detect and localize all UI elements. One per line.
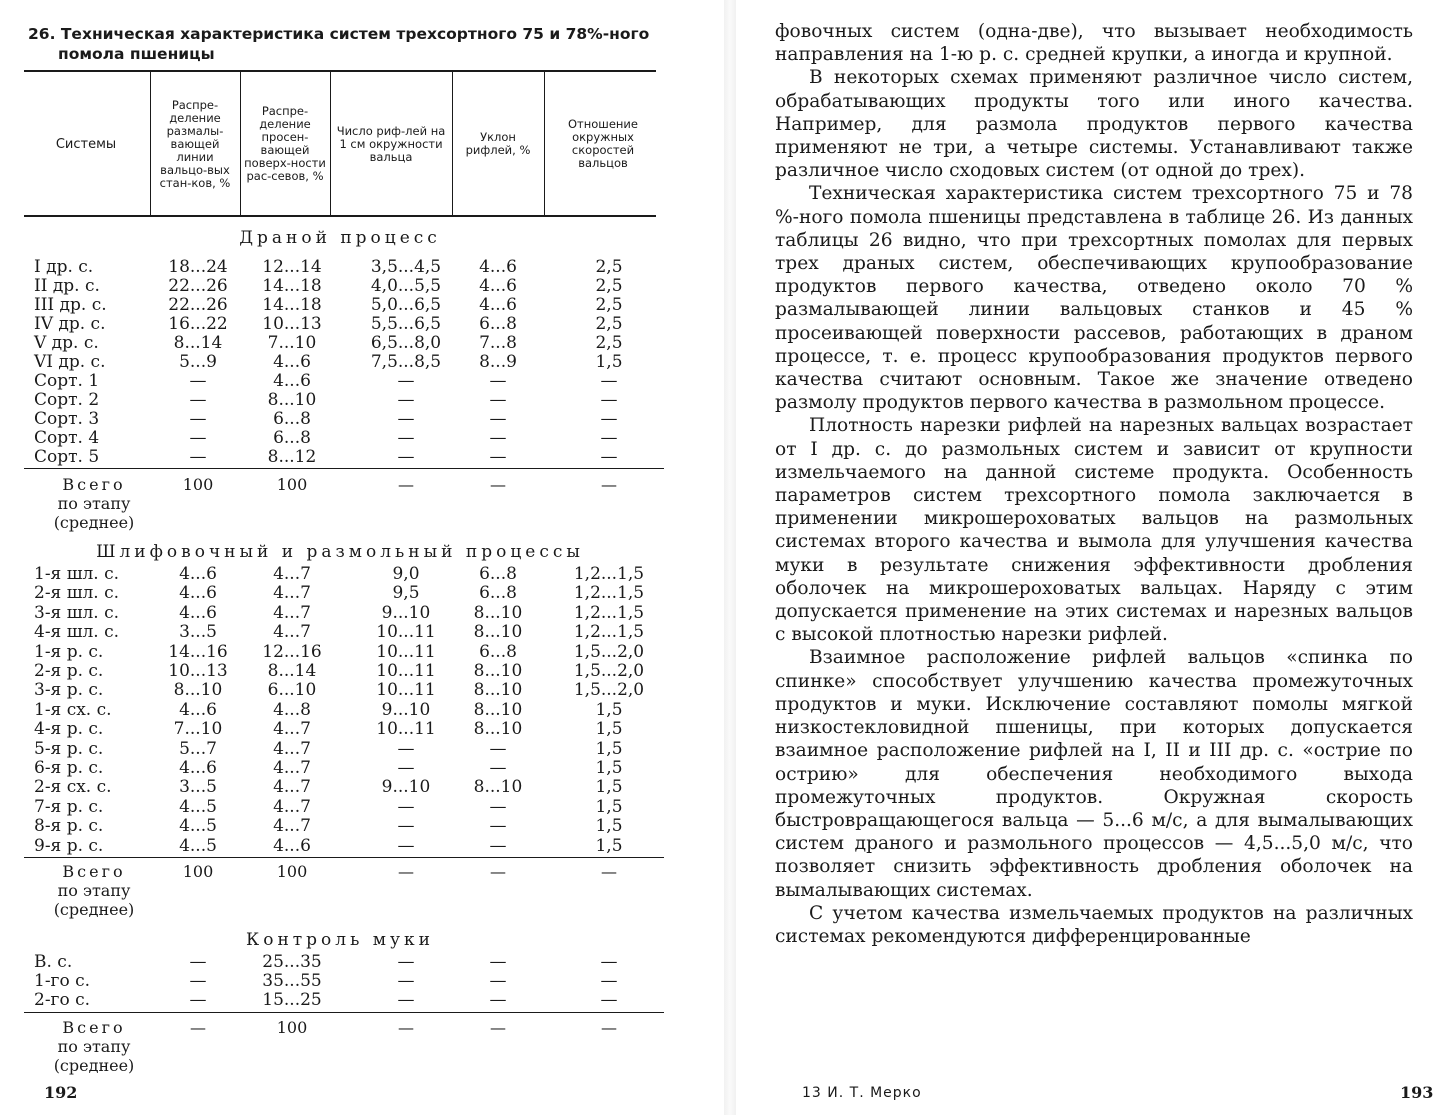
cell-value: 10...13 bbox=[168, 661, 228, 681]
row-label: 4-я шл. с. bbox=[34, 622, 120, 643]
row-label: III др. с. bbox=[34, 295, 107, 315]
header-sifting-surface: Распре-деление просен-вающей поверх-ности рас-севов, % bbox=[244, 104, 326, 183]
total-value: — bbox=[190, 1018, 206, 1037]
total-label-line: (среднее) bbox=[53, 1056, 135, 1075]
cell-value: 4...6 bbox=[179, 602, 217, 623]
table-row bbox=[24, 662, 664, 681]
table-row bbox=[24, 701, 664, 720]
cell-value: 4...7 bbox=[273, 583, 311, 604]
cell-value: 1,5...2,0 bbox=[573, 661, 645, 681]
cell-value: 1,5 bbox=[595, 738, 623, 759]
cell-value: — bbox=[489, 971, 507, 991]
cell-value: 6...8 bbox=[479, 564, 517, 584]
table-row bbox=[24, 604, 664, 623]
cell-value: 1,5 bbox=[595, 719, 623, 740]
body-paragraph: Взаимное расположение рифлей вальцов «спинка по спинке» способствует улучшению качества промежуточных продуктов и муки. Исключение составляют помолы мягкой низкостекловидной пшеницы, при которых допускается взаимное расположение рифлей на I, II и III др. с. «острие по острию» для обеспечения необходимого выхода промежуточных продуктов. Окружная скорость быстровращающегося вальца — 5...6 м/с, а для вымалывающих систем драного и размольного процессов — 4,5...5,0 м/с, что позволяет снизить эффективность дробления оболочек на вымалывающих системах. bbox=[775, 647, 1413, 901]
cell-value: 4...6 bbox=[179, 583, 217, 604]
cell-value: 8...10 bbox=[173, 680, 223, 701]
total-value: 100 bbox=[182, 862, 214, 881]
cell-value: 1,5 bbox=[595, 352, 623, 372]
cell-value: — bbox=[397, 409, 415, 429]
cell-value: 18...24 bbox=[168, 257, 228, 277]
cell-value: — bbox=[489, 816, 507, 837]
table-row bbox=[24, 953, 664, 972]
total-value: — bbox=[601, 475, 617, 494]
cell-value: 6...8 bbox=[273, 428, 311, 448]
cell-value: — bbox=[397, 738, 415, 759]
row-label: Сорт. 3 bbox=[34, 409, 100, 429]
row-label: 1-я р. с. bbox=[34, 641, 104, 662]
cell-value: 14...18 bbox=[262, 295, 322, 315]
table-header-rule bbox=[24, 215, 656, 217]
total-value: — bbox=[490, 862, 506, 881]
row-label: Сорт. 4 bbox=[34, 428, 100, 448]
cell-value: — bbox=[489, 371, 507, 391]
total-label bbox=[34, 1018, 154, 1075]
total-value: 100 bbox=[182, 475, 214, 494]
row-label: В. с. bbox=[34, 952, 73, 972]
total-label-line: (среднее) bbox=[53, 900, 135, 919]
cell-value: 1,2...1,5 bbox=[573, 583, 645, 604]
header-systems: Системы bbox=[55, 136, 117, 152]
rule-above-total2 bbox=[24, 857, 664, 858]
table-row bbox=[24, 972, 664, 991]
table-row bbox=[24, 296, 664, 315]
cell-value: — bbox=[600, 447, 618, 467]
header-grinding-line: Распре-деление размалы-вающей линии вальцо-вых стан-ков, % bbox=[159, 97, 231, 190]
cell-value: 8...10 bbox=[473, 699, 523, 720]
cell-value: 4...7 bbox=[273, 622, 311, 643]
cell-value: — bbox=[489, 990, 507, 1010]
total-label-line: по этапу bbox=[57, 1037, 131, 1056]
cell-value: 10...11 bbox=[376, 680, 436, 701]
cell-value: 16...22 bbox=[168, 314, 228, 334]
table-row bbox=[24, 565, 664, 584]
cell-value: 3...5 bbox=[179, 622, 217, 643]
total-value: 100 bbox=[276, 475, 308, 494]
row-label: I др. с. bbox=[34, 257, 94, 277]
total-label-line: по этапу bbox=[57, 881, 131, 900]
cell-value: 1,5 bbox=[595, 816, 623, 837]
cell-value: — bbox=[397, 816, 415, 837]
total-label-line: (среднее) bbox=[53, 513, 135, 532]
cell-value: 8...10 bbox=[473, 622, 523, 643]
table-row bbox=[24, 759, 664, 778]
row-label: 2-я сх. с. bbox=[34, 777, 112, 798]
cell-value: 4...6 bbox=[179, 564, 217, 584]
row-label: 2-я р. с. bbox=[34, 661, 104, 681]
cell-value: 4...6 bbox=[273, 835, 311, 856]
section-break-process: Драной процесс bbox=[239, 228, 441, 248]
row-label: Сорт. 2 bbox=[34, 390, 100, 410]
cell-value: — bbox=[189, 952, 207, 972]
cell-value: 4...6 bbox=[479, 257, 517, 277]
table-row bbox=[24, 643, 664, 662]
table-caption-line2: помола пшеницы bbox=[58, 45, 215, 63]
cell-value: 6...8 bbox=[479, 583, 517, 604]
header-divider bbox=[544, 72, 545, 215]
total-value: — bbox=[490, 475, 506, 494]
cell-value: — bbox=[189, 371, 207, 391]
cell-value: 8...10 bbox=[473, 680, 523, 701]
table-row bbox=[24, 372, 664, 391]
cell-value: — bbox=[397, 971, 415, 991]
table-row bbox=[24, 817, 664, 836]
cell-value: 35...55 bbox=[262, 971, 322, 991]
table-row bbox=[24, 991, 664, 1010]
cell-value: 8...10 bbox=[267, 390, 317, 410]
cell-value: 8...10 bbox=[473, 777, 523, 798]
cell-value: 12...14 bbox=[262, 257, 322, 277]
row-label: 2-я шл. с. bbox=[34, 583, 120, 604]
cell-value: 7...8 bbox=[479, 333, 517, 353]
cell-value: 6...10 bbox=[267, 680, 317, 701]
row-label: Сорт. 1 bbox=[34, 371, 100, 391]
body-paragraph: С учетом качества измельчаемых продуктов на различных системах рекомендуются дифференцированные bbox=[775, 902, 1413, 947]
table-row bbox=[24, 448, 664, 467]
signature-mark: 13 И. Т. Мерко bbox=[802, 1085, 922, 1101]
cell-value: 10...11 bbox=[376, 641, 436, 662]
table-caption-line1: 26. Техническая характеристика систем трехсортного 75 и 78%-ного bbox=[28, 25, 650, 43]
cell-value: 9...10 bbox=[381, 602, 431, 623]
cell-value: 4...7 bbox=[273, 738, 311, 759]
table-row bbox=[24, 798, 664, 817]
row-label: II др. с. bbox=[34, 276, 100, 296]
table-row bbox=[24, 334, 664, 353]
table-row bbox=[24, 315, 664, 334]
body-paragraph: В некоторых схемах применяют различное число систем, обрабатывающих продукты того или иного качества. Например, для размола продуктов первого качества применяют не три, а четыре системы. Устанавливают также различное число сходовых систем (от одной до трех). bbox=[775, 67, 1413, 182]
cell-value: 6,5...8,0 bbox=[370, 333, 442, 353]
cell-value: 12...16 bbox=[262, 641, 322, 662]
cell-value: 4...7 bbox=[273, 816, 311, 837]
cell-value: 2,5 bbox=[595, 276, 623, 296]
cell-value: 10...13 bbox=[262, 314, 322, 334]
cell-value: — bbox=[600, 952, 618, 972]
cell-value: 8...10 bbox=[473, 719, 523, 740]
cell-value: — bbox=[397, 796, 415, 817]
cell-value: 5...7 bbox=[179, 738, 217, 759]
cell-value: 2,5 bbox=[595, 314, 623, 334]
total-value: 100 bbox=[276, 1018, 308, 1037]
table-row bbox=[24, 720, 664, 739]
cell-value: — bbox=[397, 990, 415, 1010]
cell-value: 4...5 bbox=[179, 816, 217, 837]
cell-value: 4...7 bbox=[273, 796, 311, 817]
header-flute-slope: Уклон рифлей, % bbox=[465, 130, 531, 157]
cell-value: 1,5...2,0 bbox=[573, 641, 645, 662]
row-label: 5-я р. с. bbox=[34, 738, 104, 759]
cell-value: 10...11 bbox=[376, 661, 436, 681]
cell-value: 2,5 bbox=[595, 295, 623, 315]
total-value: — bbox=[398, 1018, 414, 1037]
cell-value: 1,5 bbox=[595, 758, 623, 778]
cell-value: 9...10 bbox=[381, 699, 431, 720]
header-speed-ratio: Отношение окружных скоростей вальцов bbox=[568, 117, 638, 170]
cell-value: — bbox=[397, 390, 415, 410]
cell-value: 4...7 bbox=[273, 758, 311, 778]
table-row bbox=[24, 277, 664, 296]
total-label bbox=[34, 862, 154, 919]
cell-value: 5...9 bbox=[179, 352, 217, 372]
row-label: VI др. с. bbox=[34, 352, 106, 372]
cell-value: 9,5 bbox=[392, 583, 420, 604]
cell-value: — bbox=[397, 952, 415, 972]
header-divider bbox=[150, 72, 151, 215]
cell-value: 10...11 bbox=[376, 719, 436, 740]
cell-value: — bbox=[600, 971, 618, 991]
row-label: 2-го с. bbox=[34, 990, 91, 1010]
total-value: — bbox=[398, 475, 414, 494]
cell-value: — bbox=[489, 796, 507, 817]
cell-value: 6...8 bbox=[479, 314, 517, 334]
table-row bbox=[24, 258, 664, 277]
page-number-right: 193 bbox=[1400, 1083, 1434, 1102]
section-grinding-process: Шлифовочный и размольный процессы bbox=[96, 542, 584, 562]
cell-value: — bbox=[489, 952, 507, 972]
row-label: 9-я р. с. bbox=[34, 835, 104, 856]
cell-value: 1,2...1,5 bbox=[573, 602, 645, 623]
total-label-line: Всего bbox=[62, 862, 126, 881]
row-label: 3-я р. с. bbox=[34, 680, 104, 701]
body-paragraph: Техническая характеристика систем трехсортного 75 и 78 %-ного помола пшеницы представлена в таблице 26. Из данных таблицы 26 видно, что при трехсортных помолах для первых трех драных систем, обеспечивающих крупообразование продуктов первого качества, отведено около 70 % размалывающей линии вальцовых станков и 45 % просеивающей поверхности рассевов, работающих в драном процессе, т. е. процесс крупообразования продуктов первого качества считают основным. Такое же значение отведено размолу продуктов первого качества в размольном процессе. bbox=[775, 183, 1413, 414]
row-label: 4-я р. с. bbox=[34, 719, 104, 740]
cell-value: 6...8 bbox=[479, 641, 517, 662]
table-row bbox=[24, 410, 664, 429]
cell-value: 7...10 bbox=[267, 333, 317, 353]
cell-value: 8...10 bbox=[473, 602, 523, 623]
table-row bbox=[24, 584, 664, 603]
table-row bbox=[24, 353, 664, 372]
cell-value: 9,0 bbox=[392, 564, 420, 584]
cell-value: 1,5...2,0 bbox=[573, 680, 645, 701]
cell-value: 8...14 bbox=[267, 661, 317, 681]
body-paragraph: Плотность нарезки рифлей на нарезных вальцах возрастает от I др. с. до размольных систем и зависит от крупности измельчаемого на данной системе продукта. Особенность параметров систем трехсортного помола заключается в применении микрошероховатых вальцов на размольных системах второго качества и вымола для улучшения качества муки в результате снижения эффективности дробления оболочек на микрошероховатых вальцах. Наряду с этим допускается применение на этих системах и нарезных вальцов с высокой плотностью нарезки рифлей. bbox=[775, 415, 1413, 646]
cell-value: 1,5 bbox=[595, 835, 623, 856]
row-label: V др. с. bbox=[34, 333, 99, 353]
table-row bbox=[24, 429, 664, 448]
header-flutes-count: Число риф-лей на 1 см окружности вальца bbox=[336, 123, 446, 164]
section-flour-control: Контроль муки bbox=[246, 930, 434, 950]
cell-value: — bbox=[189, 428, 207, 448]
cell-value: 15...25 bbox=[262, 990, 322, 1010]
cell-value: 22...26 bbox=[168, 276, 228, 296]
row-label: 3-я шл. с. bbox=[34, 602, 120, 623]
cell-value: 2,5 bbox=[595, 333, 623, 353]
cell-value: 4,0...5,5 bbox=[370, 276, 442, 296]
cell-value: 4...6 bbox=[179, 758, 217, 778]
body-paragraph: фовочных систем (одна-две), что вызывает необходимость направления на 1-ю р. с. средней крупки, а иногда и крупной. bbox=[775, 21, 1413, 66]
header-divider bbox=[240, 72, 241, 215]
cell-value: — bbox=[189, 990, 207, 1010]
row-label: 1-го с. bbox=[34, 971, 91, 991]
cell-value: — bbox=[189, 971, 207, 991]
book-gutter bbox=[724, 0, 736, 1115]
table-row bbox=[24, 623, 664, 642]
cell-value: — bbox=[600, 428, 618, 448]
cell-value: 4...7 bbox=[273, 564, 311, 584]
cell-value: 8...10 bbox=[473, 661, 523, 681]
cell-value: 8...9 bbox=[479, 352, 517, 372]
table-top-rule bbox=[24, 70, 656, 72]
cell-value: — bbox=[489, 390, 507, 410]
cell-value: 14...16 bbox=[168, 641, 228, 662]
cell-value: — bbox=[189, 409, 207, 429]
page-number-left: 192 bbox=[44, 1083, 78, 1102]
total-label-line: Всего bbox=[62, 475, 126, 494]
cell-value: 4...5 bbox=[179, 796, 217, 817]
cell-value: 14...18 bbox=[262, 276, 322, 296]
cell-value: 5,5...6,5 bbox=[370, 314, 442, 334]
cell-value: — bbox=[397, 371, 415, 391]
cell-value: 4...6 bbox=[479, 295, 517, 315]
cell-value: 1,2...1,5 bbox=[573, 564, 645, 584]
cell-value: 7...10 bbox=[173, 719, 223, 740]
table-row bbox=[24, 837, 664, 856]
cell-value: 7,5...8,5 bbox=[370, 352, 442, 372]
table-row bbox=[24, 740, 664, 759]
total-value: — bbox=[601, 862, 617, 881]
row-label: 6-я р. с. bbox=[34, 758, 104, 778]
table-row bbox=[24, 778, 664, 797]
row-label: 8-я р. с. bbox=[34, 816, 104, 837]
cell-value: 4...6 bbox=[273, 352, 311, 372]
cell-value: 4...8 bbox=[273, 699, 311, 720]
cell-value: 25...35 bbox=[262, 952, 322, 972]
cell-value: 1,5 bbox=[595, 796, 623, 817]
total-value: — bbox=[490, 1018, 506, 1037]
header-divider bbox=[452, 72, 453, 215]
total-label-line: Всего bbox=[62, 1018, 126, 1037]
rule-above-total3 bbox=[24, 1012, 664, 1013]
rule-above-total1 bbox=[24, 468, 664, 469]
cell-value: 8...12 bbox=[267, 447, 317, 467]
cell-value: 4...6 bbox=[479, 276, 517, 296]
cell-value: 5,0...6,5 bbox=[370, 295, 442, 315]
cell-value: — bbox=[489, 758, 507, 778]
cell-value: — bbox=[189, 390, 207, 410]
cell-value: 3...5 bbox=[179, 777, 217, 798]
total-label-line: по этапу bbox=[57, 494, 131, 513]
total-value: — bbox=[398, 862, 414, 881]
cell-value: 6...8 bbox=[273, 409, 311, 429]
table-caption bbox=[28, 24, 668, 64]
cell-value: 4...6 bbox=[179, 699, 217, 720]
cell-value: 4...7 bbox=[273, 719, 311, 740]
cell-value: 8...14 bbox=[173, 333, 223, 353]
cell-value: 22...26 bbox=[168, 295, 228, 315]
cell-value: — bbox=[489, 428, 507, 448]
body-text bbox=[775, 20, 1413, 948]
cell-value: 4...7 bbox=[273, 777, 311, 798]
row-label: 7-я р. с. bbox=[34, 796, 104, 817]
cell-value: 3,5...4,5 bbox=[370, 257, 442, 277]
cell-value: 1,5 bbox=[595, 699, 623, 720]
cell-value: — bbox=[397, 447, 415, 467]
cell-value: — bbox=[489, 738, 507, 759]
row-label: IV др. с. bbox=[34, 314, 106, 334]
cell-value: — bbox=[189, 447, 207, 467]
cell-value: — bbox=[397, 758, 415, 778]
cell-value: — bbox=[600, 409, 618, 429]
total-value: — bbox=[601, 1018, 617, 1037]
cell-value: — bbox=[397, 428, 415, 448]
table-row bbox=[24, 391, 664, 410]
cell-value: — bbox=[397, 835, 415, 856]
cell-value: — bbox=[600, 390, 618, 410]
table-row bbox=[24, 681, 664, 700]
cell-value: — bbox=[600, 371, 618, 391]
header-divider bbox=[330, 72, 331, 215]
cell-value: — bbox=[489, 447, 507, 467]
cell-value: 2,5 bbox=[595, 257, 623, 277]
total-value: 100 bbox=[276, 862, 308, 881]
row-label: 1-я сх. с. bbox=[34, 699, 112, 720]
cell-value: — bbox=[489, 409, 507, 429]
cell-value: 4...5 bbox=[179, 835, 217, 856]
cell-value: 9...10 bbox=[381, 777, 431, 798]
cell-value: 10...11 bbox=[376, 622, 436, 643]
total-label bbox=[34, 475, 154, 532]
row-label: 1-я шл. с. bbox=[34, 564, 120, 584]
cell-value: — bbox=[600, 990, 618, 1010]
cell-value: — bbox=[489, 835, 507, 856]
cell-value: 1,2...1,5 bbox=[573, 622, 645, 643]
cell-value: 4...7 bbox=[273, 602, 311, 623]
cell-value: 1,5 bbox=[595, 777, 623, 798]
cell-value: 4...6 bbox=[273, 371, 311, 391]
row-label: Сорт. 5 bbox=[34, 447, 100, 467]
